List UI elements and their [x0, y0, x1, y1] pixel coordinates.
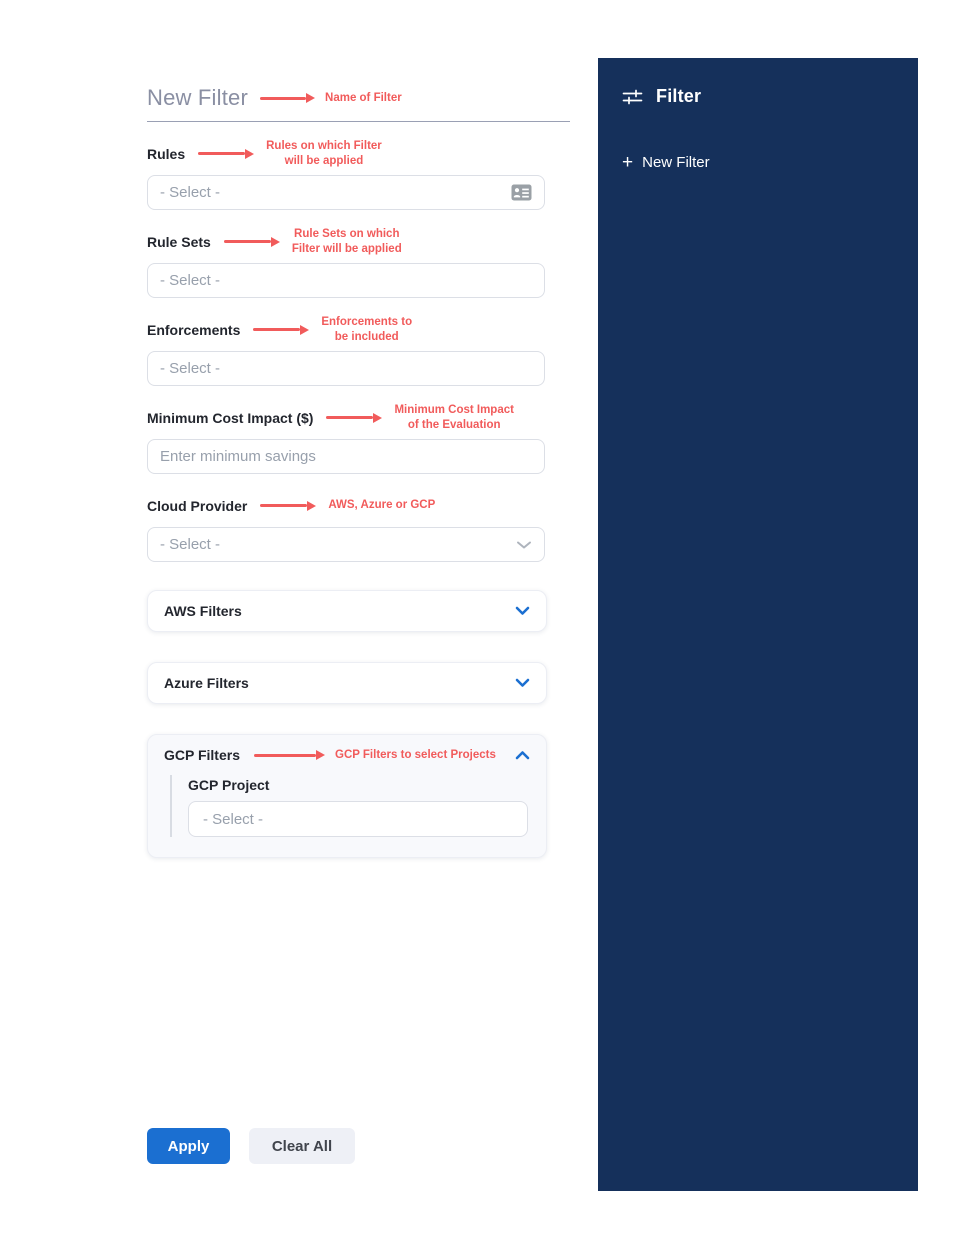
field-cloud-provider — [147, 490, 570, 562]
filter-form — [147, 85, 570, 858]
field-rules — [147, 138, 570, 210]
gcp-filters-annotation: GCP Filters to select Projects — [335, 748, 496, 761]
sidebar-item-new-filter[interactable] — [622, 153, 894, 172]
gcp-project-select[interactable]: - Select - — [188, 801, 528, 837]
azure-filters-toggle[interactable]: Azure Filters — [148, 663, 546, 703]
cloud-provider-label: Cloud Provider — [147, 497, 248, 514]
sidebar-header — [622, 86, 894, 107]
rules-annotation: Rules on which Filter will be applied — [266, 139, 382, 167]
aws-filters-toggle[interactable]: AWS Filters — [148, 591, 546, 631]
gcp-project-label: GCP Project — [188, 777, 270, 793]
plus-icon: + — [622, 152, 634, 173]
annotation-arrow — [260, 93, 315, 103]
sidebar-title: Filter — [656, 86, 702, 106]
apply-button[interactable]: Apply — [147, 1128, 230, 1164]
enforcements-select[interactable]: - Select - — [147, 351, 545, 386]
azure-filters-card — [147, 662, 547, 704]
form-actions — [147, 1128, 355, 1164]
enforcements-annotation: Enforcements to be included — [321, 315, 413, 343]
annotation-arrow — [254, 750, 325, 760]
min-savings-input[interactable] — [147, 439, 545, 474]
contact-card-icon — [511, 184, 532, 201]
filter-sidebar — [598, 58, 918, 1191]
chevron-down-icon — [516, 540, 532, 550]
rules-label: Rules — [147, 145, 186, 162]
cloud-provider-annotation: AWS, Azure or GCP — [328, 499, 436, 511]
gcp-filters-card — [147, 734, 547, 858]
annotation-arrow — [326, 413, 382, 423]
annotation-arrow — [224, 237, 280, 247]
enforcements-label: Enforcements — [147, 321, 241, 338]
clear-all-button[interactable]: Clear All — [249, 1128, 355, 1164]
new-filter-label: New Filter — [642, 154, 710, 171]
field-enforcements — [147, 314, 570, 386]
field-rule-sets — [147, 226, 570, 298]
annotation-arrow — [260, 501, 316, 511]
field-min-cost-impact — [147, 402, 570, 474]
rule-sets-label: Rule Sets — [147, 233, 211, 250]
form-title-row — [147, 85, 570, 122]
chevron-down-icon — [515, 606, 530, 616]
rules-select[interactable]: - Select - — [147, 175, 545, 210]
cloud-provider-select[interactable]: - Select - — [147, 527, 545, 562]
chevron-up-icon — [515, 750, 530, 760]
min-cost-impact-label: Minimum Cost Impact ($) — [147, 409, 314, 426]
annotation-arrow — [253, 325, 309, 335]
gcp-filters-toggle[interactable]: GCP Filters GCP Filters to select Projects — [148, 735, 546, 775]
chevron-down-icon — [515, 678, 530, 688]
aws-filters-card — [147, 590, 547, 632]
rule-sets-annotation: Rule Sets on which Filter will be applied — [291, 227, 402, 255]
annotation-arrow — [198, 149, 254, 159]
sliders-icon — [622, 88, 643, 106]
title-annotation: Name of Filter — [325, 91, 402, 104]
rule-sets-select[interactable]: - Select - — [147, 263, 545, 298]
gcp-project-group — [170, 775, 530, 837]
page-title: New Filter — [147, 85, 249, 110]
min-cost-impact-annotation: Minimum Cost Impact of the Evaluation — [394, 403, 514, 431]
